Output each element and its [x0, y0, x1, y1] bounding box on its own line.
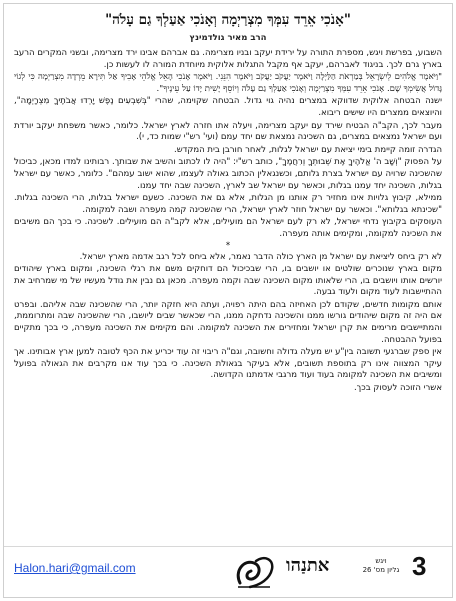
contact-email-link[interactable]: Halon.hari@gmail.com: [14, 561, 136, 575]
newsletter-brand: אתנַהו: [286, 555, 330, 576]
paragraph: ממילא, קיבוץ גלויות אינו מחזיר רק אותנו מן הגלות, אלא גם את השכינה. כשעם ישראל בגלות, הרי השכינה בגלות. "שכינתא בגלותא". וכאשר עם ישראל חוזר לארץ ישראל, הרי שהשכינה קמה מעפרה ושבה למקומה.: [14, 193, 442, 215]
paragraph: אין ספק שברגעי תשובה בין"ע יש מעלה גדולה וחשובה, וגם"ה ריבוי זה עוד יכריע את הכף לטובה למען ארץ אבותינו. אך עיקר המצווה אינו רק בתוספת תשובים, אלא בעיקר בגאולת השכינה. כי בכך עוד אנו מקרבים את הגאולה בפועל ומשיבים את השכינה למקומה בעוד ועוד מרגבי אדמתנו הקדושה.: [14, 347, 442, 381]
paragraph: לא רק ביחס ליציאת עם ישראל מן הארץ כולה הדבר נאמר, אלא ביחס לכל רגב אדמה מארץ ישראל.: [79, 251, 442, 262]
newsletter-page: [3, 3, 453, 598]
issue-info: [356, 557, 406, 575]
section-separator: *: [225, 240, 231, 251]
newsletter-logo-icon: [230, 553, 280, 591]
paragraph: ישנה הבטחה אלוקית שדווקא במצרים נהיה גוי גדול. הבטחה שקוימה, שהרי "בְּשִׁבְעִים נֶפֶשׁ יָרְדוּ אֲבֹתֶיךָ מִצְרָיְמָה", והיוצאים ממצרים היו שישים ריבוא.: [14, 96, 442, 118]
issue-number: גליון מס' 26: [362, 566, 400, 574]
article-body: [14, 48, 442, 538]
paragraph: השבוע, בפרשת ויגש, מספרת התורה על ירידת יעקב ובניו מצרימה. גם אברהם אבינו ירד מצרימה, ובשני המקרים הרעב בארץ גרם לכך. בניגוד לאברהם, יעקב אף מקבל התגלות אלוקית מיוחדת המורה לו לעשות כן.: [14, 48, 442, 70]
paragraph: מעבר לכך, הקב"ה הבטיח שירד עם יעקב מצרימה, ויעלה אתו חזרה לארץ ישראל. כלומר, כאשר משפחת יעקב יורדת ועם ישראל נמצאים במצרים, גם השכינה נמצאת שם יחד עמם (ועי' רש"י שמות כד, י).: [14, 120, 442, 143]
torah-quote: "וַיֹּאמֶר אֱלֹהִים לְיִשְׂרָאֵל בְּמַרְאֹת הַלַּיְלָה וַיֹּאמֶר יַעֲקֹב יַעֲקֹב וַיֹּאמֶר הִנֵּנִי. וַיֹּאמֶר אָנֹכִי הָאֵל אֱלֹהֵי אָבִיךָ אַל תִּירָא מֵרְדָה מִצְרַיְמָה כִּי לְגוֹי גָּדוֹל אֲשִׂימְךָ שָׁם. אָנֹכִי אֵרֵד עִמְּךָ מִצְרַיְמָה וְאָנֹכִי אַעַלְךָ גַם עָלֹה וְיוֹסֵף יָשִׁית יָדוֹ עַל עֵינֶיךָ".: [14, 72, 442, 94]
article-author: הרב מאיר גולדמינץ: [189, 33, 267, 43]
paragraph: העוסקים בקיבוץ נדחי ישראל, לא רק לעם ישראל הם מועילים, אלא לקב"ה הם מועילים. לשכינה. כי בכך הם משיבים את השכינה למקומה, ומקימים אותה מעפרה.: [14, 217, 442, 239]
paragraph: אותם מקומות חדשים, שקודם לכן האחיזה בהם היתה רפויה, ועתה היא חזקה יותר, הרי שהשכינה שבה אליהם. ובפרט אם היה זה מקום שיהודים גורשו ממנו והשכינה נדחקה ממנו, הרי שכאשר שבים ליושבו, הרי שהשכינה שבה ומתרוממת, והמתיישבים מרימים את קרן ישראל ומחזירים את השכינה למקומה. והם מקימים את השכינה מעפרה, כי בכך מתקיים בפועל ההבטחה.: [14, 299, 442, 345]
page-footer: [4, 546, 452, 597]
paragraph: אשרי הזוכה לעסוק בכך.: [353, 383, 442, 394]
paragraph: על הפסוק "וְשָׁב ה' אֱלֹהֶיךָ אֶת שְׁבוּתְךָ וְרִחֲמֶךָ", כותב רש"י: "היה לו לכתוב והשיב את שבותך. רבותינו למדו מכאן, כביכול שהשכינה שרויה עם ישראל בצרת גלותם, וכשנגאלין הכתוב גאולה לעצמו, שהוא ישוב עמהם". כלומר, כאשר עם ישראל בגלות, השכינה יחד עמנו בגלות, וכאשר עם ישראל שב לארץ, השכינה שבה יחד עמנו.: [14, 157, 442, 191]
article-title: "אָנֹכִי אֵרֵד עִמְּךָ מִצְרַיְמָה וְאָנֹכִי אַעַלְךָ גַם עָלֹה": [105, 12, 351, 28]
paragraph: מקום בארץ שנוכרים שולטים או יושבים בו, הרי שבכיכול הם דוחקים משם את רגלי השכינה, ומקום בארץ שיהודים יורשים אותו ויושבים בו, הרי שלאותו מקום השכינה שבה וקמה מעפרה. מכאן גם נבין את גודל מעשיו של מי שמרחיב את ההתיישבות לעוד מקום ולעוד גבעה.: [14, 264, 442, 298]
paragraph: הגדרה זומה קיימת בימי יציאת עם ישראל לגלות, לאחר חורבן בית המקדש.: [174, 144, 442, 155]
parasha-name: ויגש: [375, 557, 387, 565]
page-number: 3: [412, 551, 427, 581]
